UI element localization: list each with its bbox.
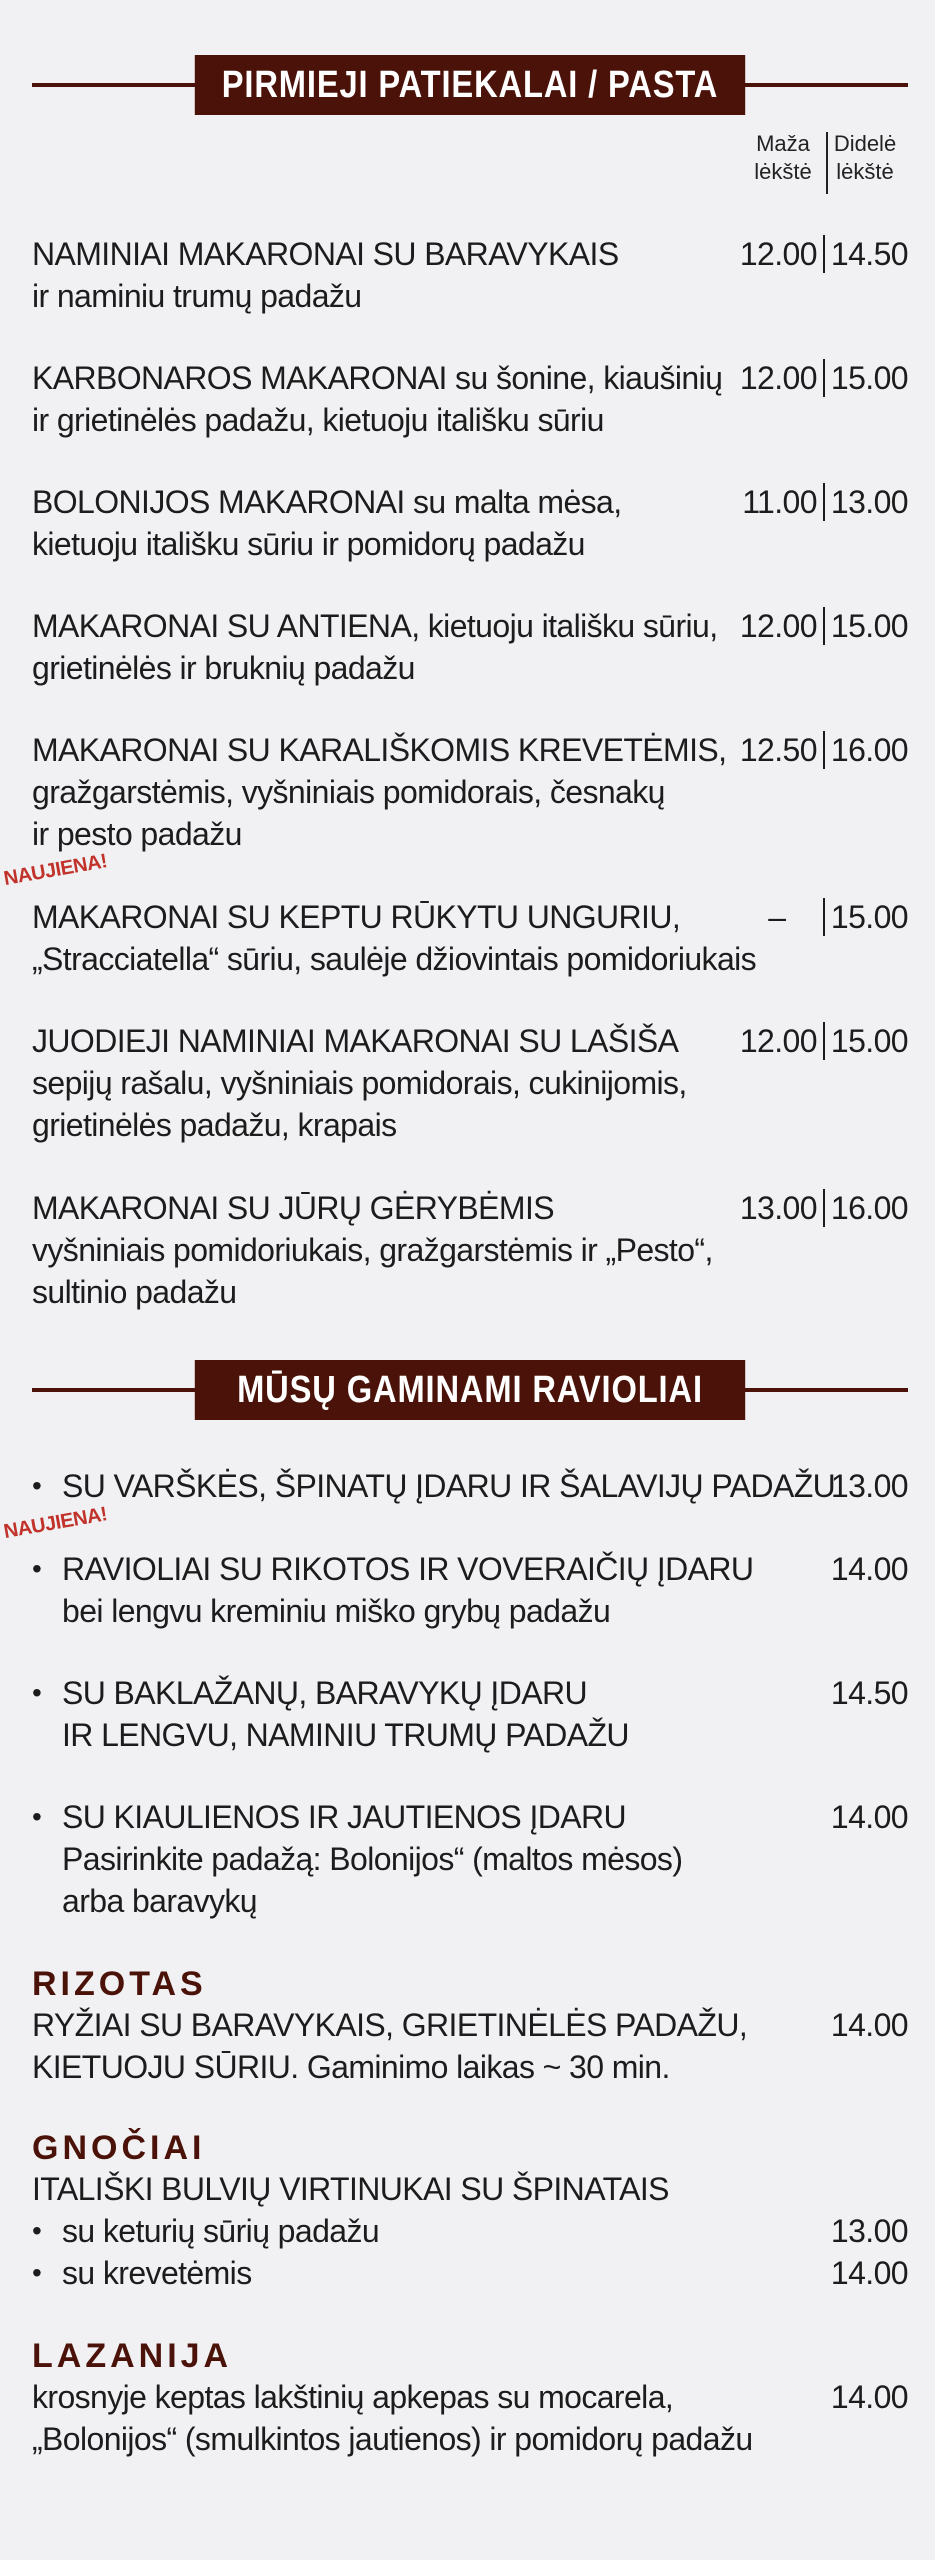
item-desc: krosnyje keptas lakštinių apkepas su mocarela, [32, 2379, 674, 2415]
option-label: su krevetėmis [62, 2255, 252, 2291]
item-name: SU BAKLAŽANŲ, BARAVYKŲ ĮDARU [62, 1675, 587, 1711]
item-desc: sultinio padažu [32, 1274, 237, 1310]
item-price: 14.00 [830, 1551, 908, 1587]
item-desc: grietinėlės padažu, krapais [32, 1107, 397, 1143]
item-price: 14.00 [830, 2379, 908, 2415]
item-name: ITALIŠKI BULVIŲ VIRTINUKAI SU ŠPINATAIS [32, 2171, 669, 2207]
menu-item [32, 1187, 908, 1313]
item-name: MAKARONAI SU JŪRŲ GĖRYBĖMIS [32, 1190, 554, 1226]
item-prices: 13.00 16.00 [739, 1190, 908, 1226]
item-price: 13.00 [830, 2213, 908, 2249]
ravioli-item [32, 1672, 908, 1756]
item-prices: 12.00 14.50 [739, 236, 908, 272]
item-name: SU KIAULIENOS IR JAUTIENOS ĮDARU [62, 1799, 627, 1835]
ravioli-item [32, 1465, 908, 1507]
item-name: MAKARONAI SU KARALIŠKOMIS KREVETĖMIS, [32, 732, 727, 768]
item-desc: IR LENGVU, NAMINIU TRUMŲ PADAŽU [62, 1717, 629, 1753]
item-desc: gražgarstėmis, vyšniniais pomidorais, česnakų [32, 774, 665, 810]
item-desc: Pasirinkite padažą: Bolonijos“ (maltos mėsos) [62, 1841, 683, 1877]
new-badge: NAUJIENA! [2, 850, 109, 891]
bullet-icon: • [32, 1470, 42, 1501]
ravioli-item [32, 1796, 908, 1922]
item-desc: ir grietinėlės padažu, kietuoju itališku sūriu [32, 402, 604, 438]
gnociai-title: GNOČIAI [32, 2129, 206, 2167]
bullet-icon: • [32, 2215, 42, 2246]
item-prices: – 15.00 [768, 899, 908, 935]
item-name: MAKARONAI SU ANTIENA, kietuoju itališku sūriu, [32, 608, 718, 644]
header-divider [826, 132, 828, 194]
item-price: 14.00 [830, 2007, 908, 2043]
item-desc: KIETUOJU SŪRIU. Gaminimo laikas ~ 30 min. [32, 2049, 670, 2085]
item-desc: ir naminiu trumų padažu [32, 278, 362, 314]
rizotas-item [32, 2004, 908, 2088]
ravioli-banner [32, 1360, 908, 1420]
large-plate-header: Didelė lėkštė [833, 131, 897, 184]
lazanija-title: LAZANIJA [32, 2337, 233, 2375]
bullet-icon: • [32, 1553, 42, 1584]
gnociai-option [32, 2210, 908, 2252]
rizotas-title: RIZOTAS [32, 1965, 207, 2003]
item-name: KARBONAROS MAKARONAI su šonine, kiaušinių [32, 360, 723, 396]
option-label: su keturių sūrių padažu [62, 2213, 380, 2249]
item-desc: arba baravykų [62, 1883, 257, 1919]
menu-item [32, 481, 908, 565]
item-name: NAMINIAI MAKARONAI SU BARAVYKAIS [32, 236, 619, 272]
item-desc: ir pesto padažu [32, 816, 242, 852]
menu-item [32, 605, 908, 689]
lazanija-item [32, 2376, 908, 2460]
item-desc: „Bolonijos“ (smulkintos jautienos) ir pomidorų padažu [32, 2421, 753, 2457]
item-desc: vyšniniais pomidoriukais, gražgarstėmis ir „Pesto“, [32, 1232, 713, 1268]
gnociai-item [32, 2168, 908, 2210]
item-prices: 12.00 15.00 [739, 360, 908, 396]
item-name: MAKARONAI SU KEPTU RŪKYTU UNGURIU, [32, 899, 681, 935]
small-plate-header: Maža lėkštė [754, 131, 812, 184]
ravioli-item [32, 1548, 908, 1632]
bullet-icon: • [32, 1801, 42, 1832]
menu-item [32, 357, 908, 441]
item-desc: grietinėlės ir bruknių padažu [32, 650, 415, 686]
new-badge: NAUJIENA! [2, 1503, 109, 1544]
bullet-icon: • [32, 1677, 42, 1708]
item-prices: 12.00 15.00 [739, 1023, 908, 1059]
item-desc: bei lengvu kreminiu miško grybų padažu [62, 1593, 611, 1629]
item-desc: sepijų rašalu, vyšniniais pomidorais, cukinijomis, [32, 1065, 687, 1101]
item-name: JUODIEJI NAMINIAI MAKARONAI SU LAŠIŠA [32, 1023, 679, 1059]
item-desc: „Stracciatella“ sūriu, saulėje džiovintais pomidoriukais [32, 941, 757, 977]
item-prices: 12.50 16.00 [739, 732, 908, 768]
item-name: SU VARŠKĖS, ŠPINATŲ ĮDARU IR ŠALAVIJŲ PADAŽU [62, 1468, 836, 1504]
portion-headers [748, 130, 918, 198]
pasta-title: PIRMIEJI PATIEKALAI / PASTA [195, 55, 745, 115]
item-name: RYŽIAI SU BARAVYKAIS, GRIETINĖLĖS PADAŽU, [32, 2007, 748, 2043]
ravioli-title: MŪSŲ GAMINAMI RAVIOLIAI [195, 1360, 745, 1420]
menu-item [32, 1020, 908, 1146]
item-prices: 12.00 15.00 [739, 608, 908, 644]
gnociai-option [32, 2252, 908, 2294]
item-price: 14.00 [830, 2255, 908, 2291]
menu-item [32, 729, 908, 855]
item-price: 14.00 [830, 1799, 908, 1835]
bullet-icon: • [32, 2257, 42, 2288]
item-price: 13.00 [830, 1468, 908, 1504]
item-price: 14.50 [830, 1675, 908, 1711]
menu-item [32, 896, 908, 980]
pasta-banner [32, 55, 908, 115]
menu-item [32, 233, 908, 317]
item-name: RAVIOLIAI SU RIKOTOS IR VOVERAIČIŲ ĮDARU [62, 1551, 754, 1587]
item-desc: kietuoju itališku sūriu ir pomidorų padažu [32, 526, 585, 562]
item-prices: 11.00 13.00 [742, 484, 908, 520]
item-name: BOLONIJOS MAKARONAI su malta mėsa, [32, 484, 622, 520]
